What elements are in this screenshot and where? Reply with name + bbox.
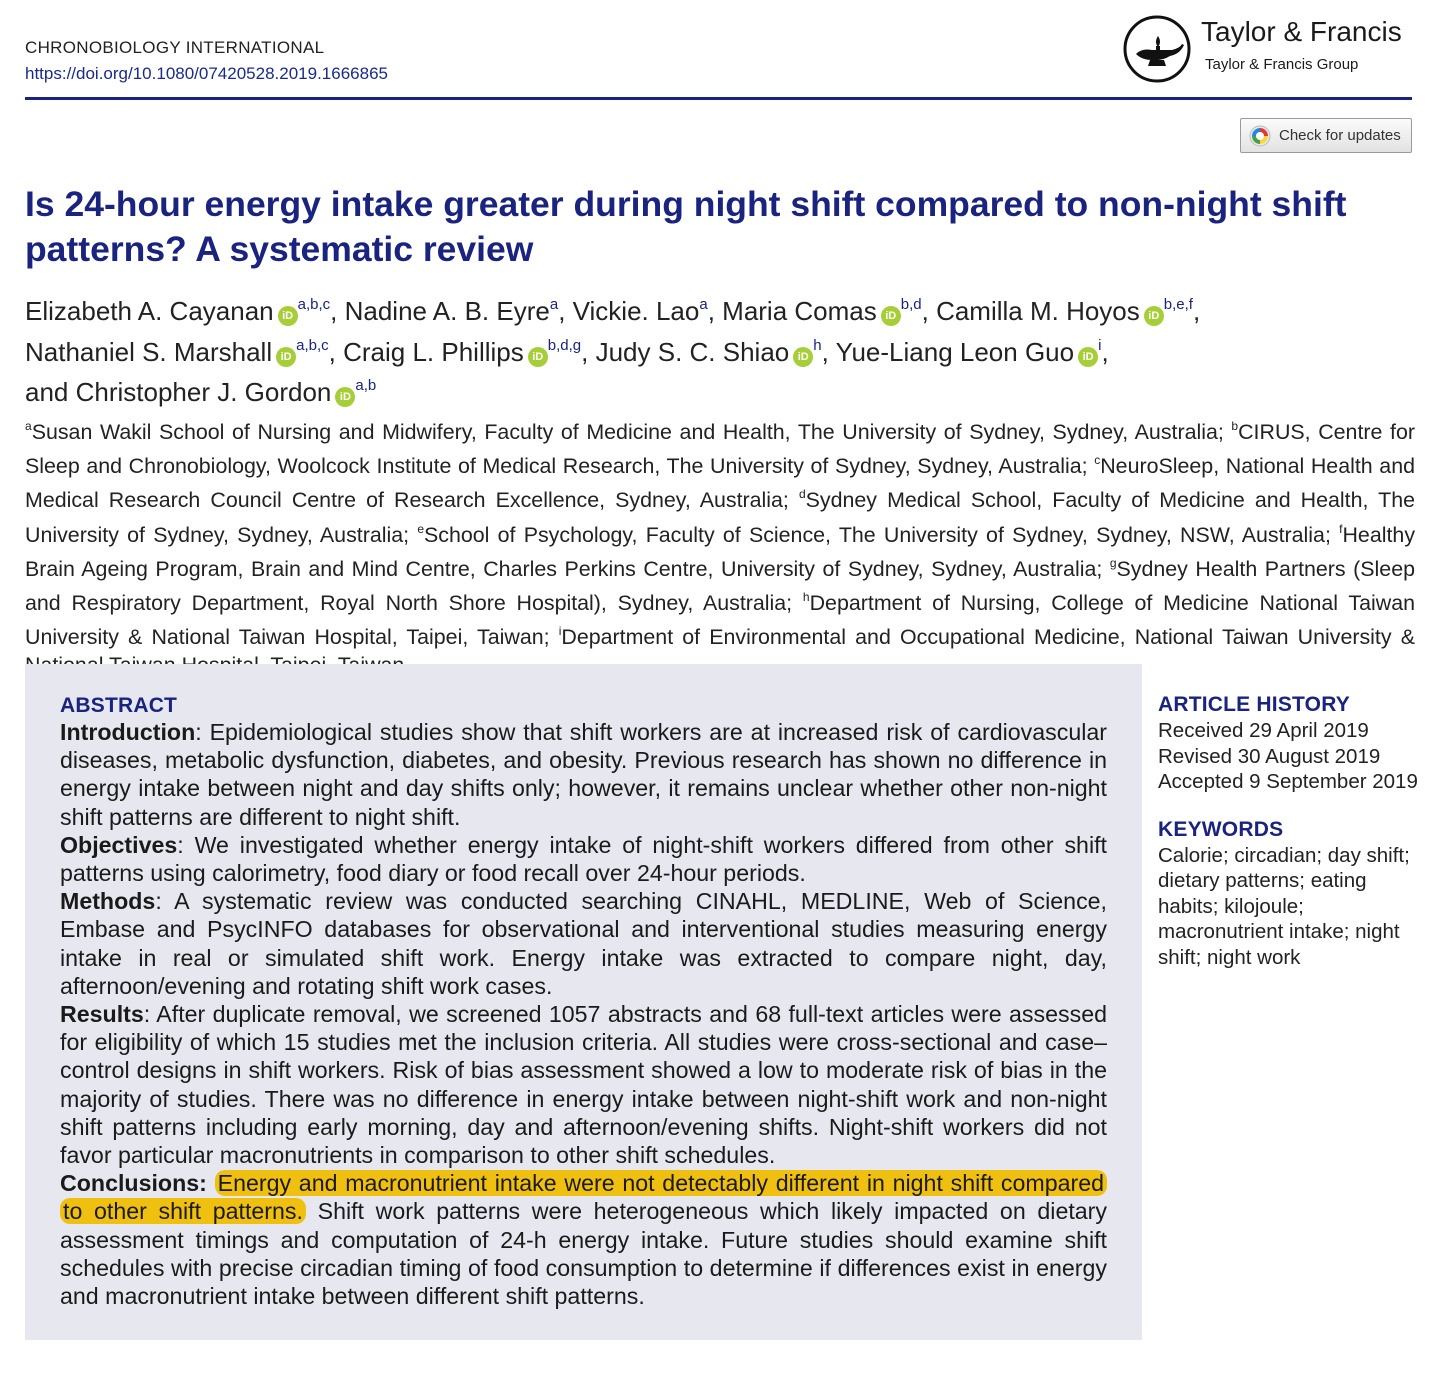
author-affiliation-marks[interactable]: i	[1098, 336, 1102, 354]
author-separator: ,	[707, 296, 723, 326]
author-affiliation-marks[interactable]: a,b,c	[296, 336, 329, 354]
introduction-label: Introduction	[60, 719, 196, 745]
author[interactable]	[936, 296, 1193, 326]
author-affiliation-marks[interactable]: b,d	[900, 296, 922, 313]
doi-link[interactable]: https://doi.org/10.1080/07420528.2019.1666865	[25, 64, 388, 83]
affiliation-text: CIRUS, Centre for Sleep and Chronobiology, Woolcock Institute of Medical Research, The University of Sydney, Sydney, Australia;	[25, 420, 1415, 479]
affiliation-mark: d	[798, 487, 806, 502]
abstract-methods	[60, 887, 1107, 1000]
affiliation-mark: e	[417, 521, 424, 536]
author-name[interactable]: Nathaniel S. Marshall	[25, 336, 273, 367]
abstract-results	[60, 1000, 1107, 1169]
affiliation-text: Department of Environmental and Occupational Medicine, National Taiwan University &	[561, 625, 1415, 650]
orcid-icon[interactable]: iD	[793, 347, 813, 367]
author[interactable]	[722, 296, 921, 326]
objectives-text: : We investigated whether energy intake of night-shift workers differed from other shift patterns using calorimetry, food diary or food recall over 24-hour periods.	[60, 831, 1107, 887]
affiliation-text: Sydney Health Partners (Sleep and Respiratory Department, Royal North Shore Hospital), Sydney, Australia;	[25, 556, 1415, 616]
author-separator: ,	[921, 296, 937, 326]
author[interactable]	[345, 296, 559, 326]
author[interactable]	[25, 337, 329, 367]
orcid-icon[interactable]: iD	[276, 347, 296, 367]
conclusions-label: Conclusions	[60, 1170, 200, 1197]
conclusions-colon: :	[199, 1170, 215, 1197]
author-affiliation-marks[interactable]: a	[699, 296, 708, 313]
orcid-icon[interactable]: iD	[278, 306, 298, 326]
affiliation-mark: c	[1094, 453, 1101, 468]
article-sidebar	[1158, 692, 1418, 970]
author-affiliation-marks[interactable]: b,d,g	[547, 336, 582, 354]
author-name[interactable]: and Christopher J. Gordon	[25, 377, 332, 407]
author[interactable]	[836, 337, 1102, 367]
author-name[interactable]: Yue-Liang Leon Guo	[835, 336, 1075, 367]
author-separator: ,	[821, 336, 836, 367]
author-separator: ,	[558, 296, 573, 326]
orcid-icon[interactable]: iD	[335, 387, 355, 407]
highlighted-conclusion[interactable]: Energy and macronutrient intake were not detectably different in night shift compared to other shift patterns.	[60, 1170, 1107, 1224]
oil-lamp-logo-icon	[1122, 14, 1192, 84]
author[interactable]	[596, 337, 822, 367]
author[interactable]	[573, 296, 708, 326]
author-name[interactable]: Maria Comas	[722, 296, 877, 326]
publisher-group: Taylor & Francis Group	[1205, 56, 1359, 73]
affiliation-mark: a	[25, 419, 32, 433]
affiliation-mark: b	[1231, 419, 1239, 433]
affiliation-mark: h	[802, 590, 810, 605]
results-text: : After duplicate removal, we screened 1057 abstracts and 68 full-text articles were assessed for eligibility of which 15 studies met the inclusion criteria. All studies were cross-sectional and case–control designs in shift workers. Risk of bias assessment showed a low to moderate risk of bias in the majority of studies. There was no difference in energy intake between night-shift work and non-night shift patterns including early morning, day and afternoon/evening shifts. Night-shift workers did not favor particular macronutrients in comparison to other shift schedules.	[60, 1001, 1107, 1169]
author-name[interactable]: Vickie. Lao	[572, 296, 700, 326]
article-title: Is 24-hour energy intake greater during night shift compared to non-night shift patterns? A systematic review	[25, 184, 1347, 269]
methods-label: Methods	[60, 888, 156, 915]
keywords-heading: KEYWORDS	[1158, 817, 1284, 841]
objectives-label: Objectives	[60, 831, 178, 858]
abstract-objectives	[60, 831, 1107, 887]
check-for-updates-button[interactable]	[1240, 118, 1412, 153]
affiliation-text: Susan Wakil School of Nursing and Midwifery, Faculty of Medicine and Health, The University of Sydney, Sydney, Australia;	[31, 420, 1232, 444]
keywords-line: Calorie; circadian; day shift;	[1158, 843, 1410, 867]
journal-header	[25, 16, 1412, 100]
author-separator: ,	[328, 336, 344, 367]
author-affiliation-marks[interactable]: b,e,f	[1163, 296, 1193, 313]
article-history-heading: ARTICLE HISTORY	[1158, 693, 1351, 716]
orcid-icon[interactable]: iD	[881, 306, 901, 326]
author-affiliation-marks[interactable]: a,b	[355, 377, 377, 394]
abstract-heading: ABSTRACT	[60, 694, 178, 717]
check-for-updates-label: Check for updates	[1279, 127, 1401, 144]
orcid-icon[interactable]: iD	[1078, 347, 1098, 367]
author[interactable]	[25, 377, 376, 407]
accepted-date: Accepted 9 September 2019	[1158, 770, 1418, 793]
abstract-introduction	[60, 718, 1107, 831]
received-date: Received 29 April 2019	[1158, 719, 1369, 742]
publisher-name: Taylor & Francis	[1201, 16, 1402, 47]
author-separator: ,	[1101, 336, 1109, 367]
author-name[interactable]: Elizabeth A. Cayanan	[25, 296, 274, 326]
affiliation-mark: f	[1339, 521, 1343, 536]
affiliation-text: Sydney Medical School, Faculty of Medicine and Health, The University of Sydney, Sydney, Australia;	[25, 488, 1415, 547]
affiliation-text: NeuroSleep, National Health and Medical Research Council Centre of Research Excellence, Sydney, Australia;	[25, 454, 1415, 513]
publisher-logo-block[interactable]	[1122, 14, 1412, 84]
author-name[interactable]: Camilla M. Hoyos	[936, 296, 1140, 326]
abstract-body	[60, 718, 1107, 1310]
introduction-text: : Epidemiological studies show that shift workers are at increased risk of cardiovascular diseases, metabolic dysfunction, diabetes, and obesity. Previous research has shown no difference in energy intake between night and day shifts only; however, it remains unclear whether other non-night shift patterns are different to night shift.	[60, 719, 1107, 830]
keywords-line: shift; night work	[1158, 945, 1301, 969]
journal-name: CHRONOBIOLOGY INTERNATIONAL	[25, 38, 325, 57]
affiliation-text: School of Psychology, Faculty of Science, The University of Sydney, Sydney, NSW, Australia;	[424, 522, 1340, 547]
abstract-conclusions	[60, 1169, 1107, 1310]
affiliation-mark: i	[558, 624, 562, 639]
abstract-box	[25, 664, 1142, 1340]
methods-text: : A systematic review was conducted searching CINAHL, MEDLINE, Web of Science, Embase and PsycINFO databases for observational and interventional studies measuring energy intake in real or simulated shift work. Energy intake was extracted to compare night, day, afternoon/evening and rotating shift work cases.	[60, 888, 1107, 999]
keywords-line: macronutrient intake; night	[1158, 920, 1400, 943]
author-affiliation-marks[interactable]: a	[549, 296, 559, 313]
author-name[interactable]: Nadine A. B. Eyre	[344, 296, 550, 326]
affiliation-text: Department of Nursing, College of Medicine National Taiwan University & National Taiwan Hospital, Taipei, Taiwan;	[25, 591, 1415, 650]
header-divider	[25, 97, 1412, 100]
author-separator: ,	[330, 296, 345, 326]
affiliations	[25, 412, 1415, 680]
orcid-icon[interactable]: iD	[1144, 306, 1164, 326]
keywords-line: habits; kilojoule;	[1158, 894, 1304, 918]
author-list	[25, 288, 1415, 410]
crossmark-icon	[1249, 125, 1271, 147]
author-name[interactable]: Craig L. Phillips	[343, 336, 524, 367]
author-affiliation-marks[interactable]: a,b,c	[297, 296, 331, 313]
results-label: Results	[60, 1001, 144, 1028]
author-affiliation-marks[interactable]: h	[813, 336, 822, 354]
author-name[interactable]: Judy S. C. Shiao	[595, 336, 790, 367]
keywords-line: dietary patterns; eating	[1158, 869, 1367, 892]
author-separator: ,	[1192, 296, 1201, 326]
author-separator: ,	[581, 336, 596, 367]
author[interactable]	[25, 296, 330, 326]
affiliation-mark: g	[1109, 555, 1117, 570]
orcid-icon[interactable]: iD	[528, 347, 548, 367]
conclusions-text: Shift work patterns were heterogeneous which likely impacted on dietary assessment timings and computation of 24-h energy intake. Future studies should examine shift schedules with precise circadian timing of food consumption to determine if differences exist in energy and macronutrient intake between different shift patterns.	[60, 1198, 1107, 1310]
author[interactable]	[343, 337, 581, 367]
revised-date: Revised 30 August 2019	[1158, 744, 1381, 768]
affiliation-text: Healthy Brain Ageing Program, Brain and Mind Centre, Charles Perkins Centre, University of Sydney, Sydney, Australia;	[25, 522, 1416, 581]
